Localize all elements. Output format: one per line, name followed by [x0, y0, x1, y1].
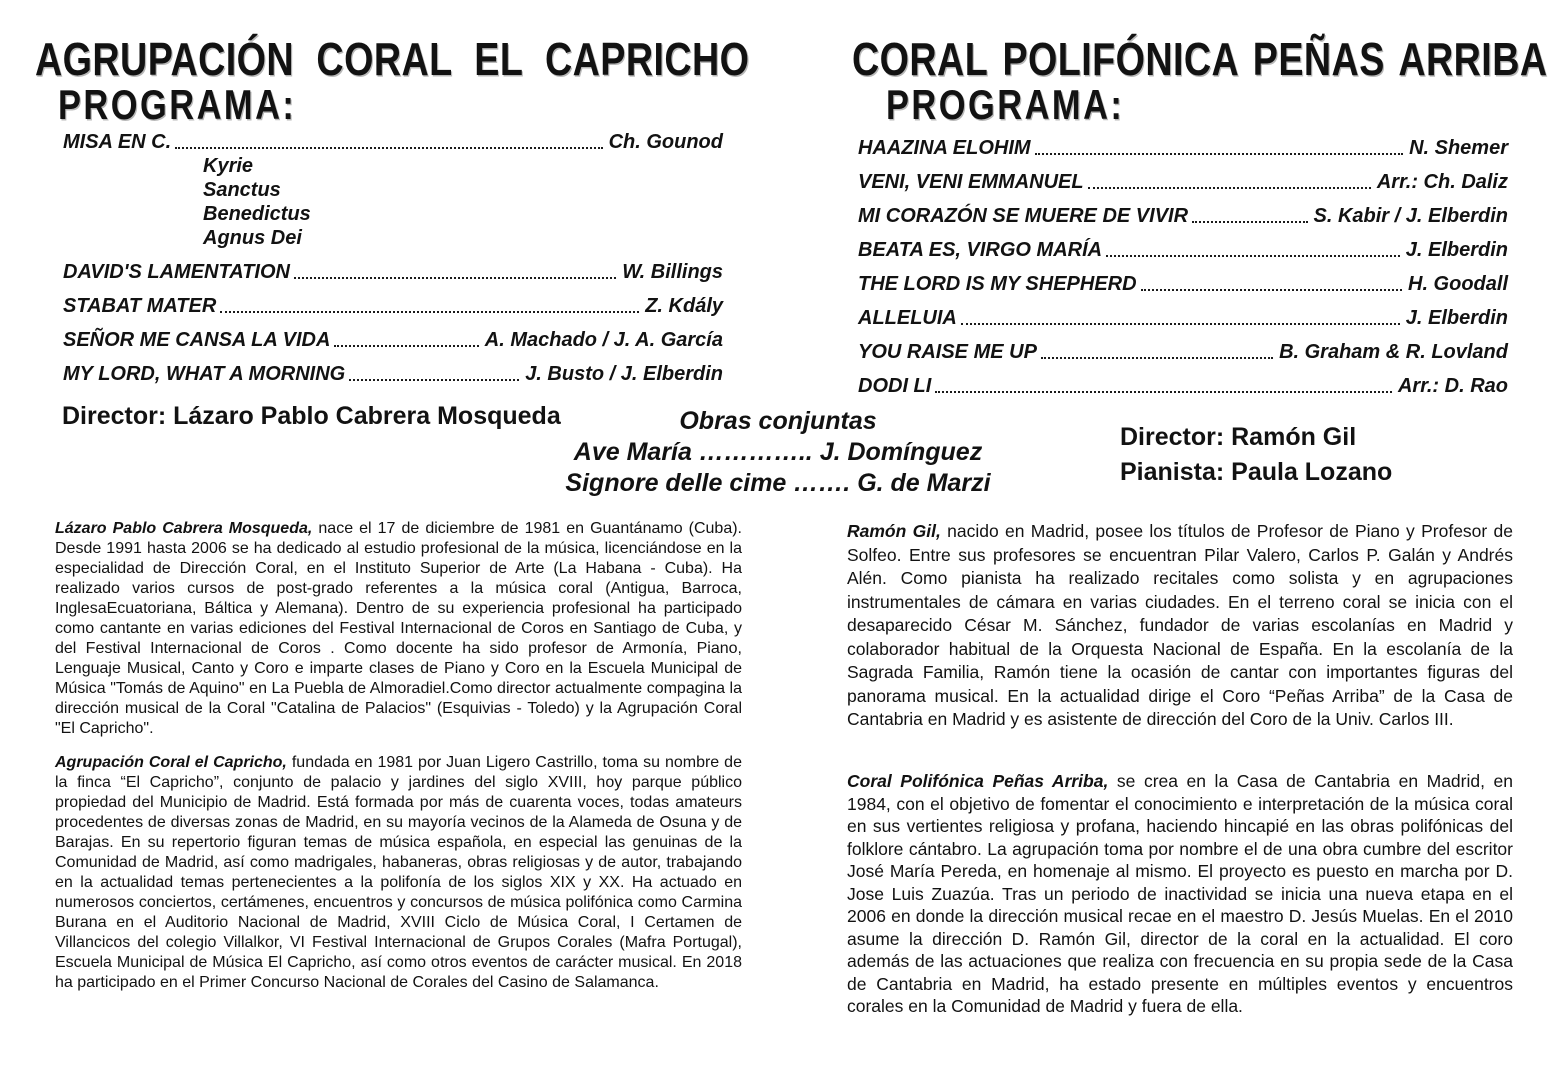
program-item — [63, 260, 723, 284]
right-choir-title — [852, 33, 1560, 85]
song-title: ALLELUIA — [858, 307, 957, 329]
song-title: MISA EN C. — [63, 131, 172, 153]
composer: S. Kabir / J. Elberdin — [1313, 205, 1508, 227]
song-title: YOU RAISE ME UP — [858, 341, 1037, 363]
composer: Ch. Gounod — [608, 131, 723, 153]
song-title: MY LORD, WHAT A MORNING — [63, 363, 346, 385]
dot-leader — [1106, 255, 1400, 257]
joint-works-title: Obras conjuntas — [679, 407, 877, 435]
dot-leader-text: ………….. — [698, 438, 820, 466]
composer: B. Graham & R. Lovland — [1279, 341, 1508, 363]
dot-leader — [294, 277, 616, 279]
song-title: VENI, VENI EMMANUEL — [858, 171, 1084, 193]
joint-work-item — [548, 468, 1008, 499]
left-choir-title-text: AGRUPACIÓN CORAL EL CAPRICHO — [35, 33, 750, 85]
dot-leader — [175, 147, 602, 149]
composer: Arr.: D. Rao — [1397, 375, 1508, 397]
composer: Z. Kdály — [645, 295, 723, 317]
program-item — [858, 238, 1508, 262]
song-title: DODI LI — [858, 375, 932, 397]
dot-leader — [1088, 187, 1371, 189]
song-title: BEATA ES, VIRGO MARÍA — [858, 239, 1103, 261]
right-director-line: Director: Ramón Gil — [1120, 423, 1357, 451]
song-title: THE LORD IS MY SHEPHERD — [858, 273, 1137, 295]
program-item — [858, 170, 1508, 194]
right-programa-label — [886, 81, 1177, 128]
program-item — [858, 272, 1508, 296]
left-director-line: Director: Lázaro Pablo Cabrera Mosqueda — [62, 402, 561, 430]
bio-text: fundada en 1981 por Juan Ligero Castrillo, toma su nombre de la finca “El Capricho”, conjunto de palacio y jardines del siglo XVIII, hoy parque público propiedad del Municipio de Madrid. Está formada por más de cuarenta voces, todas amateurs procedentes de diversas zonas de Madrid, en su mayoría vecinos de la Alameda de Osuna y de Barajas. En su repertorio figuran temas de música española, en especial las genuinas de la Comunidad de Madrid, así como madrigales, habaneras, obras religiosas y de autor, trabajando en la actualidad temas pertenecientes a la polifonía de los siglos XIX y XX. Ha actuado en numerosos conciertos, certámenes, encuentros y concursos de música polifónica como Carmina Burana en el Auditorio Nacional de Madrid, XVIII Ciclo de Música Coral, I Certamen de Villancicos del colegio Villalkor, VI Festival Internacional de Grupos Corales (Mafra Portugal), Escuela Municipal de Música El Capricho, así como otros eventos de carácter musical. En 2018 ha participado en el Primer Concurso Nacional de Corales del Casino de Salamanca. — [55, 754, 742, 991]
mass-movement: Sanctus — [203, 179, 281, 201]
song-title: HAAZINA ELOHIM — [858, 137, 1031, 159]
composer: J. Elberdin — [1405, 307, 1508, 329]
right-pianist-line: Pianista: Paula Lozano — [1120, 458, 1393, 486]
program-item — [858, 374, 1508, 398]
bio-paragraph — [847, 770, 1513, 1018]
composer: G. de Marzi — [857, 469, 991, 497]
program-item — [858, 340, 1508, 364]
bio-paragraph — [55, 519, 742, 739]
joint-works-block — [548, 406, 1008, 499]
right-program-list — [858, 136, 1508, 408]
program-item — [63, 294, 723, 318]
right-choir-title-text: CORAL POLIFÓNICA PEÑAS ARRIBA — [852, 33, 1548, 85]
dot-leader — [1041, 357, 1273, 359]
right-programa-label-text: PROGRAMA: — [886, 81, 1125, 128]
joint-work-item — [548, 437, 1008, 468]
right-director-block — [1120, 420, 1392, 490]
bio-paragraph — [55, 753, 742, 993]
program-item — [858, 136, 1508, 160]
composer: J. Domínguez — [819, 438, 983, 466]
program-item — [63, 362, 723, 386]
dot-leader — [220, 311, 639, 313]
composer: W. Billings — [622, 261, 723, 283]
mass-movements — [203, 154, 723, 250]
dot-leader — [961, 323, 1400, 325]
program-item — [63, 130, 723, 154]
composer: J. Elberdin — [1405, 239, 1508, 261]
dot-leader-text: ……. — [793, 469, 858, 497]
dot-leader — [334, 345, 478, 347]
left-director-bio — [55, 519, 742, 739]
dot-leader — [1192, 221, 1307, 223]
left-program-list — [63, 130, 723, 396]
composer: J. Busto / J. Elberdin — [525, 363, 723, 385]
left-programa-label-text: PROGRAMA: — [58, 81, 297, 128]
song-title: MI CORAZÓN SE MUERE DE VIVIR — [858, 205, 1189, 227]
song-title: DAVID'S LAMENTATION — [63, 261, 290, 283]
program-item — [858, 306, 1508, 330]
right-choir-bio — [847, 770, 1513, 1018]
mass-movement: Agnus Dei — [203, 227, 302, 249]
song-title: Ave María — [573, 438, 692, 466]
song-title: SEÑOR ME CANSA LA VIDA — [63, 329, 331, 351]
bio-text: nace el 17 de diciembre de 1981 en Guantánamo (Cuba). Desde 1991 hasta 2006 se ha dedicado al estudio profesional de la música, licenciándose en la especialidad de Dirección Coral, en el Instituto Superior de Arte (La Habana - Cuba). Ha realizado varios cursos de post-grado referentes a la música coral (Antigua, Barroca, InglesaEcuatoriana, Báltica y Alemana). Dentro de su experiencia profesional ha participado como cantante en varias ediciones del Festival Internacional de Coros en Santiago de Cuba, y del Festival Internacional de Coros . Como docente ha sido profesor de Armonía, Piano, Lenguaje Musical, Canto y Coro e imparte clases de Piano y Coro en la Escuela Municipal de Música "Tomás de Aquino" en La Puebla de Almoradiel.Como director actualmente compagina la dirección musical de la Coral "Catalina de Palacios" (Esquivias - Toledo) y la Agrupación Coral "El Capricho". — [55, 520, 742, 737]
bio-lead-name: Coral Polifónica Peñas Arriba, — [847, 771, 1109, 791]
bio-text: nacido en Madrid, posee los títulos de Profesor de Piano y Profesor de Solfeo. Entre sus profesores se encuentran Pilar Valero, Carlos P. Galán y Andrés Alén. Como pianista ha realizado recitales como solista y en agrupaciones instrumentales de cámara en varias ciudades. En el terreno coral se inicia con el desaparecido César M. Sánchez, fundador de varias escolanías en Madrid y colaborador habitual de la Orquesta Nacional de España. En la escolanía de la Sagrada Familia, Ramón tiene la ocasión de cantar con importantes figuras del panorama musical. En la actualidad dirige el Coro “Peñas Arriba” de la Casa de Cantabria en Madrid y es asistente de dirección del Coro de la Univ. Carlos III. — [847, 521, 1514, 729]
bio-text: se crea en la Casa de Cantabria en Madrid, en 1984, con el objetivo de fomentar el conocimiento e interpretación de la música coral en sus vertientes religiosa y profana, haciendo hincapié en las obras polifónicas del folklore cántabro. La agrupación toma por nombre el de una obra cumbre del escritor José María Pereda, en homenaje al mismo. El proyecto es puesto en marcha por D. Jose Luis Zuazúa. Tras un periodo de inactividad se inicia una nueva etapa en el 2006 en donde la dirección musical recae en el maestro D. Jesús Muelas. En el 2010 asume la dirección D. Ramón Gil, director de la coral en la actualidad. El coro además de las actuaciones que realiza con frecuencia en su propia sede de la Casa de Cantabria en Madrid, ha estado presente en múltiples eventos y encuentros corales en la Comunidad de Madrid y fuera de ella. — [847, 771, 1513, 1016]
song-title: Signore delle cime — [565, 469, 787, 497]
mass-movement: Benedictus — [203, 203, 311, 225]
bio-lead-name: Agrupación Coral el Capricho, — [55, 754, 287, 771]
composer: Arr.: Ch. Daliz — [1376, 171, 1508, 193]
left-choir-bio — [55, 753, 742, 993]
bio-lead-name: Lázaro Pablo Cabrera Mosqueda, — [55, 520, 313, 537]
bio-paragraph — [847, 520, 1513, 732]
mass-movement: Kyrie — [203, 155, 254, 177]
dot-leader — [935, 391, 1392, 393]
dot-leader — [349, 379, 519, 381]
dot-leader — [1141, 289, 1402, 291]
right-director-bio — [847, 520, 1513, 732]
composer: H. Goodall — [1408, 273, 1508, 295]
song-title: STABAT MATER — [63, 295, 217, 317]
left-choir-title — [35, 33, 906, 85]
program-item — [858, 204, 1508, 228]
composer: A. Machado / J. A. García — [484, 329, 723, 351]
left-programa-label — [58, 81, 349, 128]
dot-leader — [1035, 153, 1403, 155]
program-item — [63, 328, 723, 352]
bio-lead-name: Ramón Gil, — [847, 521, 941, 541]
composer: N. Shemer — [1409, 137, 1508, 159]
